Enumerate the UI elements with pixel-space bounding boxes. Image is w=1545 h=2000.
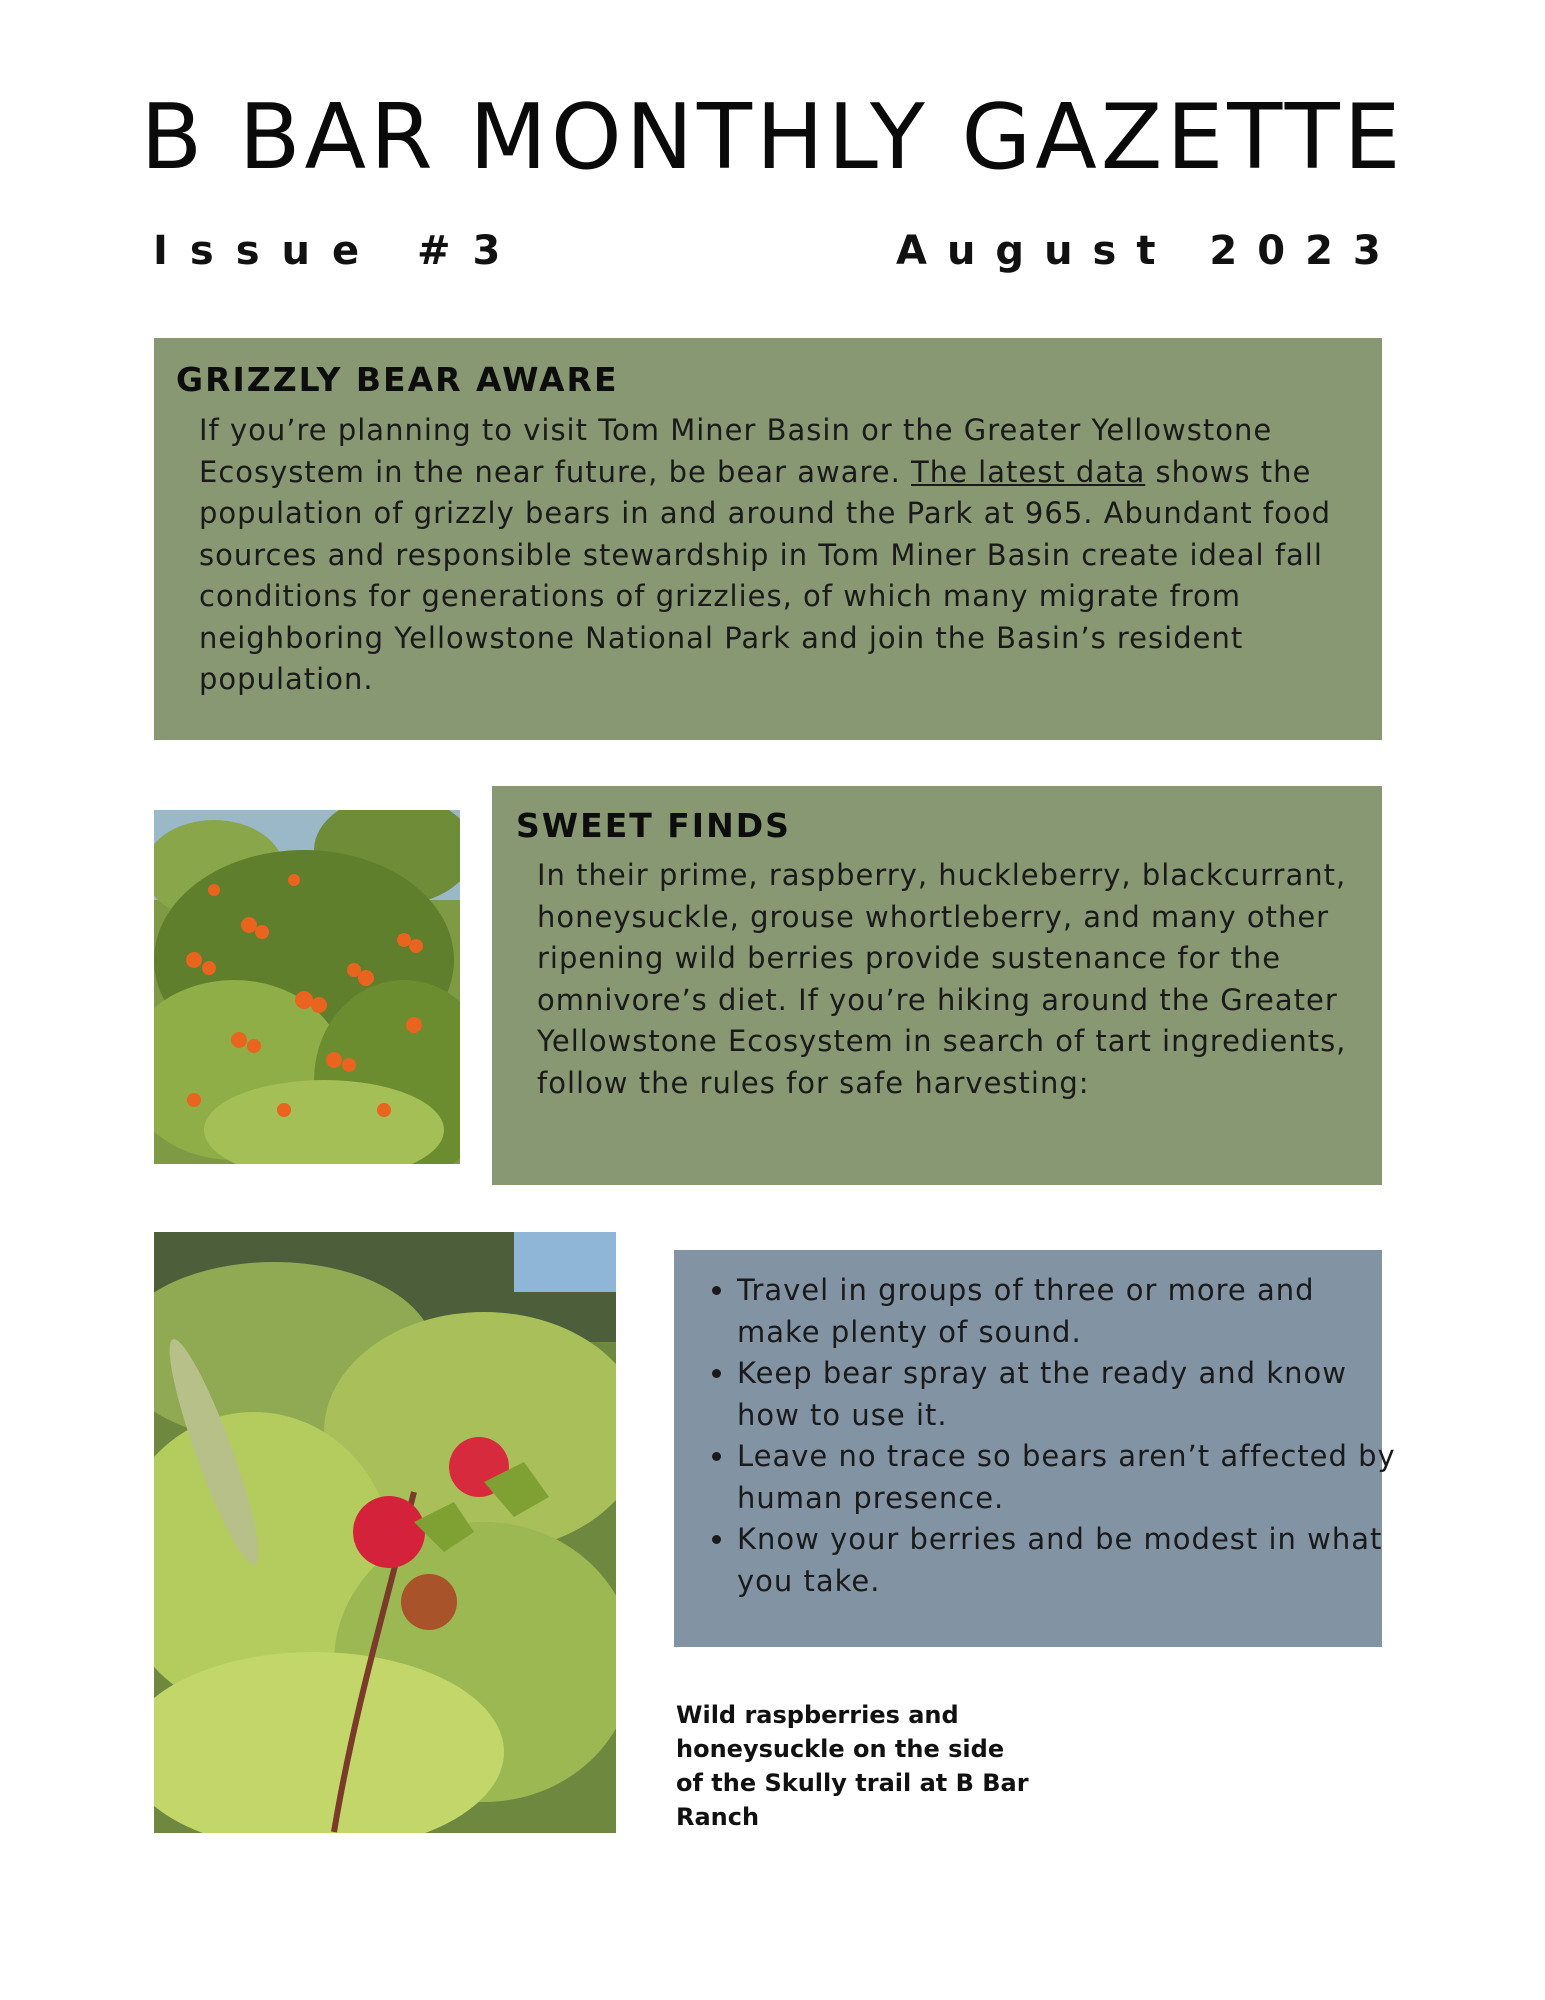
photo-caption: Wild raspberries and honeysuckle on the side of the Skully trail at B Bar Ranch [676, 1701, 1029, 1831]
raspberry-image [154, 1232, 616, 1833]
grizzly-text-start: If you’re planning to visit Tom Miner Basin or the Greater Yellowstone Ecosystem in the near future, be bear aware. [199, 413, 1273, 489]
honeysuckle-photo [154, 810, 460, 1164]
grizzly-body [199, 410, 1369, 701]
harvesting-rules-panel [674, 1250, 1396, 1647]
grizzly-heading: GRIZZLY BEAR AWARE [176, 360, 619, 399]
sweet-finds-panel [492, 786, 1382, 1185]
raspberry-photo [154, 1232, 616, 1833]
gazette-title: B BAR MONTHLY GAZETTE [140, 85, 1405, 190]
sweet-finds-heading: SWEET FINDS [516, 806, 791, 845]
rule-item: • Leave no trace so bears aren’t affected by human presence. [737, 1436, 1402, 1519]
rule-item: • Keep bear spray at the ready and know how to use it. [737, 1353, 1402, 1436]
harvesting-rules-list [704, 1270, 1402, 1602]
rule-item: • Travel in groups of three or more and make plenty of sound. [737, 1270, 1402, 1353]
issue-number: Issue #3 [153, 228, 523, 274]
latest-data-link[interactable]: The latest data [911, 454, 1146, 489]
sweet-finds-body: In their prime, raspberry, huckleberry, blackcurrant, honeysuckle, grouse whortleberry, and many other ripening wild berries provide sustenance for the omnivore’s diet. If you’re hiking around the Greater Yellowstone Ecosystem in search of tart ingredients, follow the rules for safe harvesting: [537, 858, 1347, 1100]
honeysuckle-image [154, 810, 460, 1164]
issue-date: August 2023 [896, 228, 1401, 274]
rule-item: • Know your berries and be modest in what you take. [737, 1519, 1402, 1602]
grizzly-bear-panel [154, 338, 1382, 740]
grizzly-text-end: shows the population of grizzly bears in and around the Park at 965. Abundant food sources and responsible stewardship in Tom Miner Basin create ideal fall conditions for generations of grizzlies, of which many migrate from neighboring Yellowstone National Park and join the Basin’s resident population. [199, 454, 1331, 696]
